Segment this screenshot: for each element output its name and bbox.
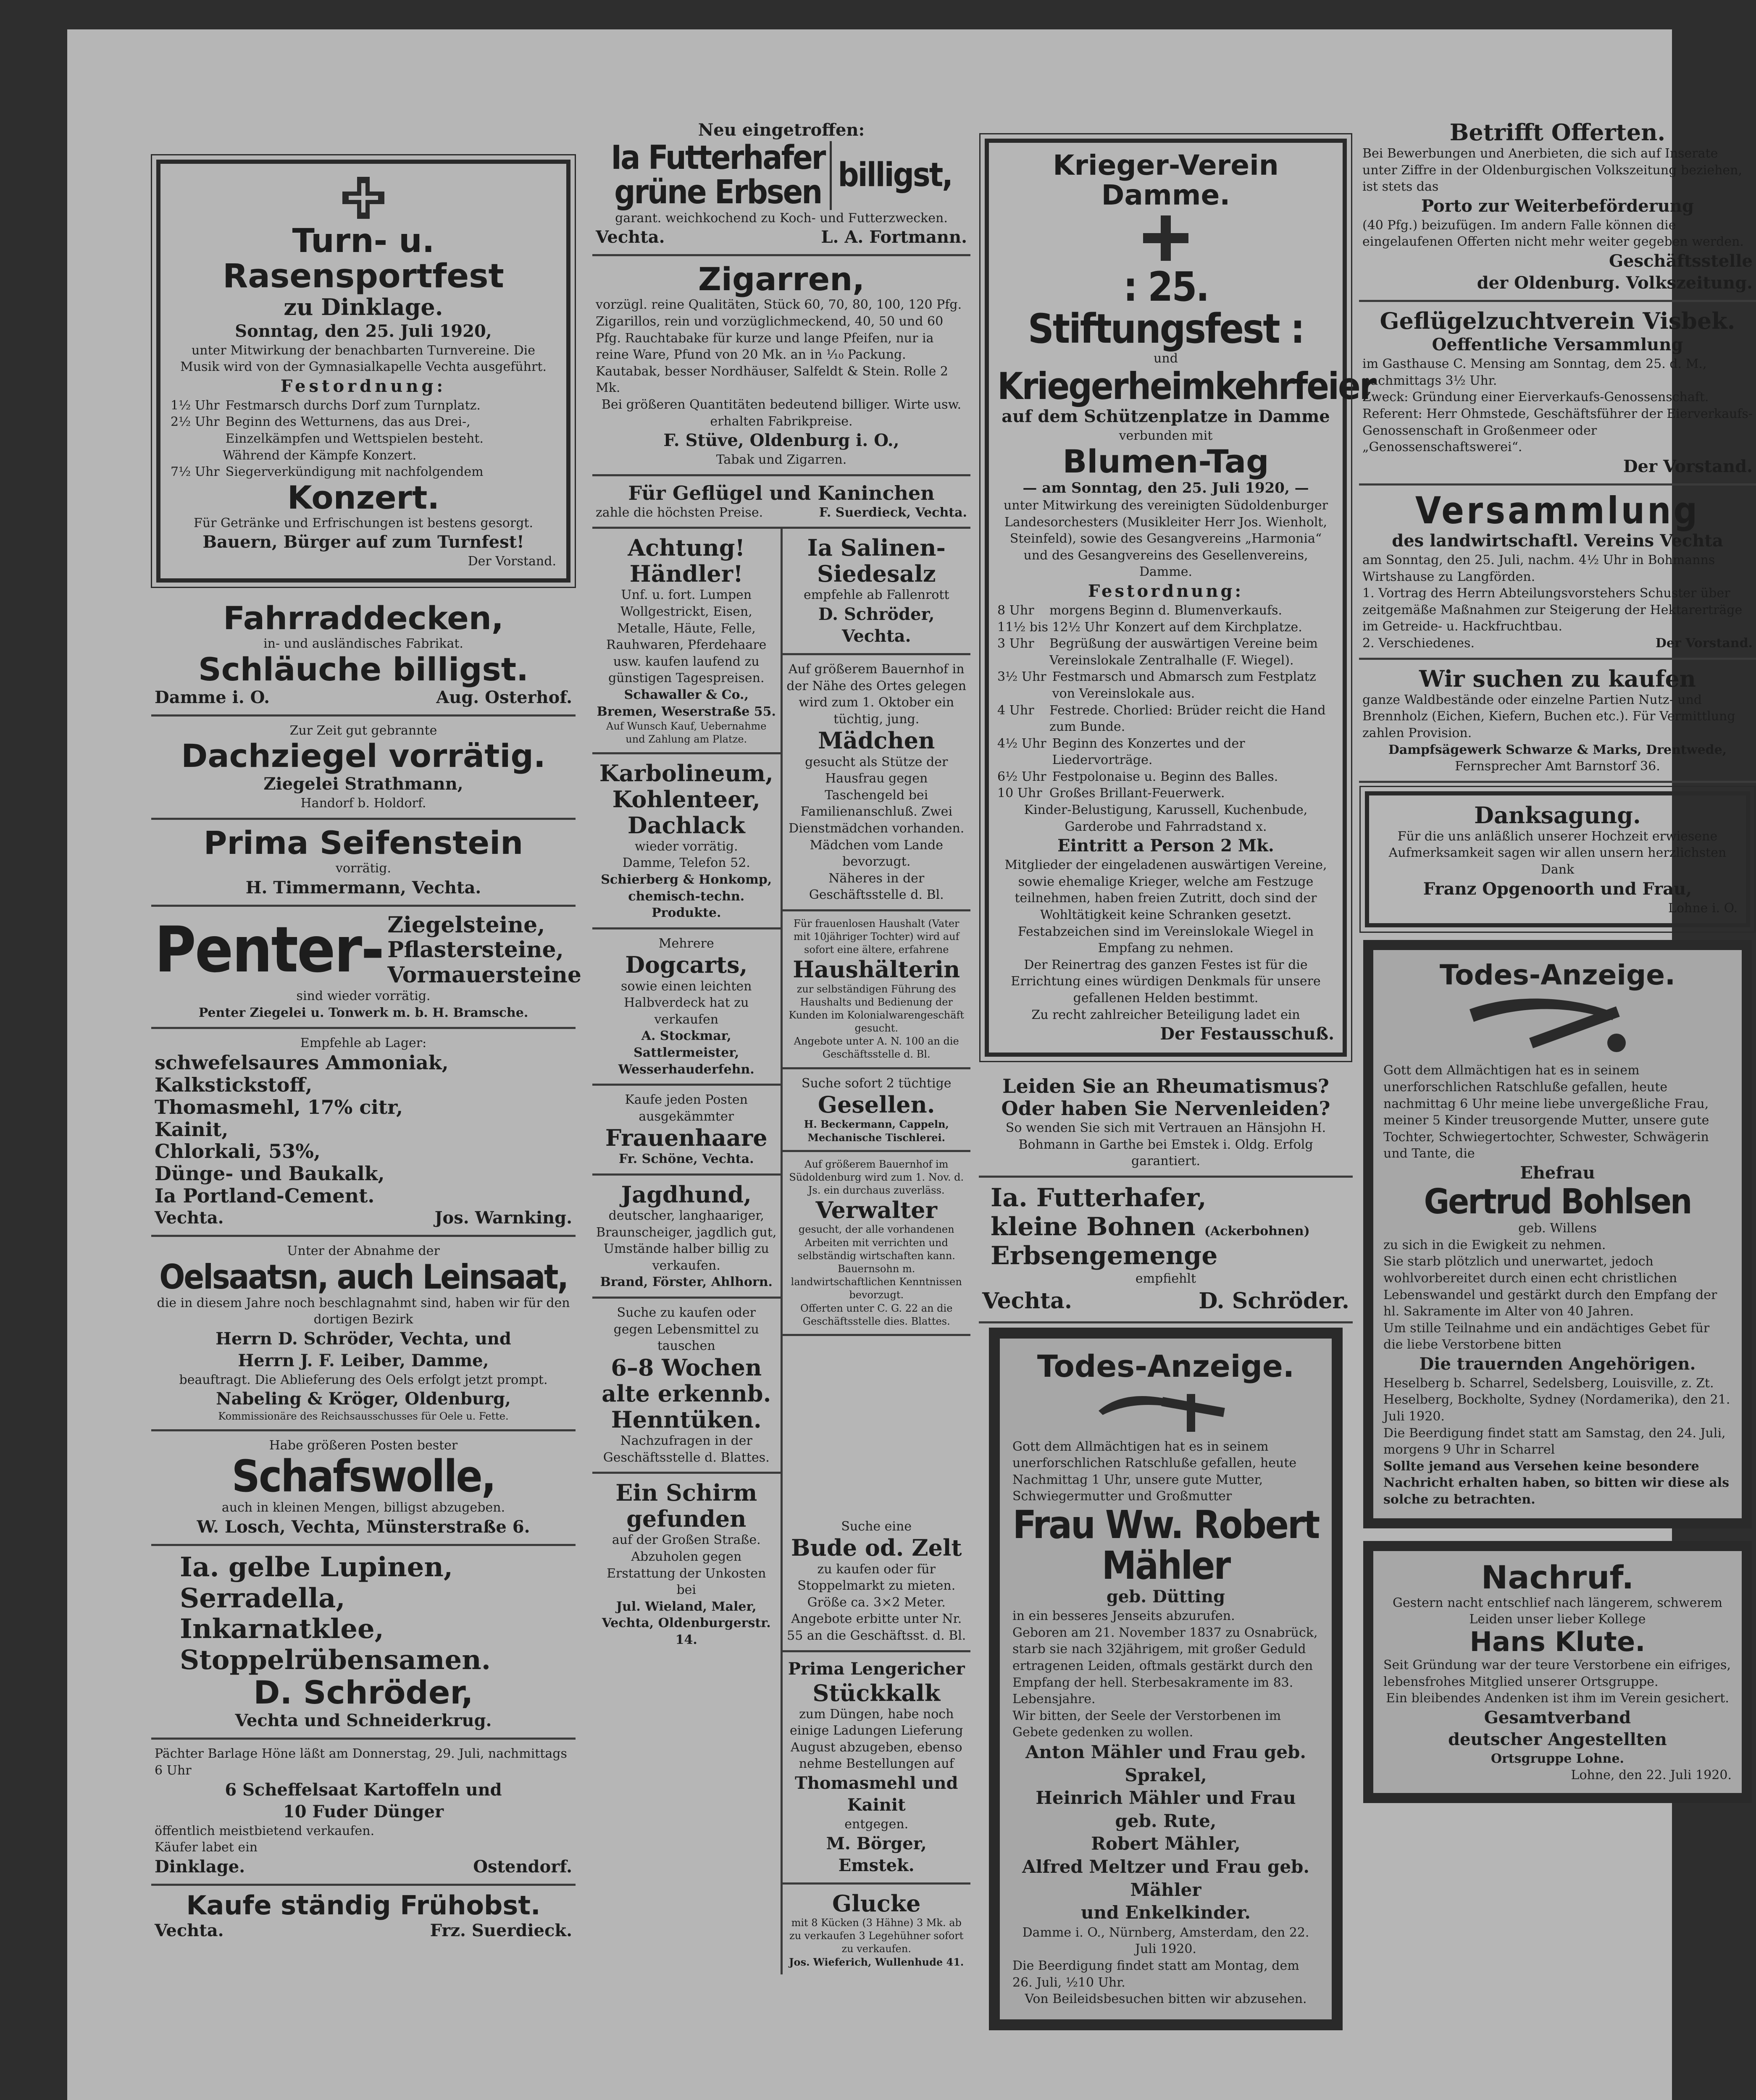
ad-text: Habe größeren Posten bester	[269, 1438, 458, 1453]
ad-text: Gestern nacht entschlief nach längerem, schwerem Leiden unser lieber Kollege	[1392, 1595, 1722, 1627]
small-ad	[783, 1652, 971, 1885]
ad-text: Auf größerem Bauernhof in der Nähe des Ortes gelegen wird zum 1. Oktober ein tüchtig, jung.	[786, 662, 967, 727]
ad-signature: D. Schröder,	[253, 1674, 473, 1712]
ad-text: 6 Scheffelsaat Kartoffeln und	[225, 1780, 502, 1800]
todes-anzeige-maehler	[989, 1328, 1343, 2030]
ad-text: geb. Dütting	[1106, 1587, 1225, 1607]
ad-signature: Jos. Warnking.	[434, 1208, 572, 1228]
ad-text: sowie einen leichten Halbverdeck hat zu verkaufen	[621, 979, 752, 1027]
turnfest-order-heading: Festordnung:	[280, 376, 447, 396]
ad-text: garant. weichkochend zu Koch- und Futterzwecken.	[615, 210, 948, 226]
dunger-ad	[151, 1029, 576, 1237]
list-item: Stoppelrübensamen.	[180, 1644, 491, 1676]
ad-signature: Brand, Förster, Ahlhorn.	[600, 1275, 773, 1290]
ad-headline: Porto zur Weiterbeförderung	[1421, 196, 1694, 216]
program-item: 3 Uhr Begrüßung der auswärtigen Vereine beim Vereinslokale Zentralhalle (F. Wiegel).	[997, 636, 1318, 668]
ad-text: ganze Waldbestände oder einzelne Partien Nutz- und Brennholz (Eichen, Kiefern, Buchen etc.). Für Vermittlung zahlen Provision.	[1362, 692, 1735, 740]
small-ad	[783, 1069, 971, 1152]
ad-text: Pächter Barlage Höne läßt am Donnerstag, 29. Juli, nachmittags 6 Uhr	[155, 1746, 567, 1778]
mourner: Heinrich Mähler und Frau geb. Rute,	[1036, 1788, 1296, 1831]
ad-text: Kinder-Belustigung, Karussell, Kuchenbude, Garderobe und Fahrradstand x.	[1024, 803, 1308, 834]
ad-headline: Oder haben Sie Nervenleiden?	[1001, 1097, 1330, 1120]
small-ad	[592, 529, 781, 754]
ad-place: Vechta.	[596, 227, 665, 247]
list-item: Kalkstickstoff,	[155, 1073, 313, 1096]
gefluegel-ad	[592, 476, 970, 529]
ad-place: Vechta und Schneiderkrug.	[235, 1711, 492, 1731]
fruehobst-ad	[151, 1886, 576, 1948]
ad-headline: Betrifft Offerten.	[1449, 119, 1666, 146]
list-item: 2. Verschiedenes.	[1362, 636, 1475, 651]
ad-place: Damme i. O.	[155, 687, 270, 707]
program-item: 8 Uhr morgens Beginn d. Blumenverkaufs.	[997, 603, 1283, 618]
ad-text: Unter der Abnahme der	[287, 1244, 440, 1259]
ad-text: Ehefrau	[1520, 1163, 1595, 1183]
ad-text: Wir bitten, der Seele der Verstorbenen im Gebete gedenken zu wollen.	[1012, 1708, 1281, 1740]
ad-text: Auf Wunsch Kauf, Uebernahme und Zahlung am Platze.	[606, 720, 767, 746]
ad-text: Suche zu kaufen oder gegen Lebensmittel zu tauschen	[613, 1305, 759, 1354]
ad-text: Festordnung:	[1088, 581, 1244, 601]
ad-place: Heselberg b. Scharrel, Sedelsberg, Louisville, z. Zt. Heselberg, Bockholte, Sydney (Nordamerika), den 21. Juli 1920.	[1383, 1376, 1730, 1424]
ad-text: zu sich in die Ewigkeit zu nehmen.	[1383, 1237, 1606, 1252]
ad-headline: Oelsaatsn, auch Leinsaat,	[159, 1257, 568, 1297]
ad-signature: Der Vorstand.	[1655, 636, 1753, 651]
ad-text: entgegen.	[844, 1817, 909, 1832]
mourner: Robert Mähler,	[1091, 1833, 1241, 1854]
ad-signature: D. Schröder, Vechta.	[818, 604, 935, 646]
ad-headline: Schafswolle,	[231, 1451, 495, 1502]
ad-signature: Aug. Osterhof.	[436, 687, 572, 707]
ad-signature: F. Stüve, Oldenburg i. O.,	[663, 430, 899, 451]
holz-ad	[1359, 660, 1756, 783]
ad-signature: Der Vorstand.	[1623, 456, 1753, 476]
ad-text: Für die uns anläßlich unserer Hochzeit erwiesene Aufmerksamkeit sagen wir allen unsern herzlichsten Dank	[1388, 829, 1727, 877]
ad-headline: Dachlack	[627, 811, 745, 839]
column-2	[592, 113, 970, 1974]
palm-cross-icon	[1090, 1386, 1241, 1436]
ad-text: Unf. u. fort. Lumpen Wollgestrickt, Eisen, Metalle, Häute, Felle, Rauhwaren, Pferdehaare usw. kaufen laufend zu günstigen Tagespreisen.	[606, 588, 767, 686]
newspaper-page	[67, 29, 1753, 2100]
ad-text: in ein besseres Jenseits abzurufen.	[1012, 1609, 1235, 1624]
ad-text: des landwirtschaftl. Vereins Vechta	[1392, 531, 1723, 551]
ad-text: Pflastersteine,	[387, 937, 564, 963]
ad-text: Bei größeren Quantitäten bedeutend billiger. Wirte usw. erhalten Fabrikpreise.	[601, 397, 962, 429]
ad-text: Kommissionäre des Reichsausschusses für Oele u. Fette.	[218, 1410, 509, 1423]
ad-place: Vechta.	[982, 1288, 1072, 1314]
ad-headline: Blumen-Tag	[1062, 442, 1269, 480]
ad-headline: Händler!	[629, 560, 743, 588]
ad-text: Die Beerdigung findet statt am Samstag, den 24. Juli, morgens 9 Uhr in Scharrel	[1383, 1425, 1726, 1457]
ad-signature: Dampfsägewerk Schwarze & Marks, Drentwede,	[1388, 742, 1727, 757]
ad-headline: Leiden Sie an Rheumatismus?	[1002, 1075, 1329, 1098]
program-item: 6½ Uhr Festpolonaise u. Beginn des Balles.	[997, 769, 1278, 784]
mourner: Anton Mähler und Frau geb. Sprakel,	[1025, 1742, 1306, 1785]
program-item: 3½ Uhr Festmarsch und Abmarsch zum Festplatz von Vereinslokale aus.	[997, 669, 1316, 701]
ad-headline: Schläuche billigst.	[198, 650, 528, 688]
ad-headline: Frauenhaare	[605, 1124, 768, 1152]
program-item: 11½ bis 12½ Uhr Konzert auf dem Kirchplatze.	[997, 620, 1302, 635]
futterhafer-ad	[592, 113, 970, 256]
ad-text: beauftragt. Die Ablieferung des Oels erfolgt jetzt prompt.	[179, 1372, 548, 1387]
ad-text: Suche sofort 2 tüchtige	[801, 1076, 952, 1091]
ad-headline: Erbsengemenge	[991, 1241, 1218, 1270]
ad-headline: Prima Seifenstein	[203, 824, 523, 861]
list-item: Thomasmehl, 17% citr,	[155, 1095, 403, 1118]
konzert-heading: Konzert.	[287, 478, 440, 516]
list-item: Kainit,	[155, 1118, 229, 1141]
ad-signature: Frz. Suerdieck.	[430, 1920, 572, 1940]
ad-text: Herrn D. Schröder, Vechta, und	[216, 1328, 511, 1349]
ad-text: Sie starb plötzlich und unerwartet, jedoch wohlvorbereitet durch einen echt christlichen Lebenswandel und gestärkt durch den Empfang der hl. Sakramente im Alter von 40 Jahren.	[1383, 1254, 1717, 1319]
ad-text: deutscher, langhaariger, Braunscheiger, jagdlich gut, Umstände halber billig zu verkaufen.	[596, 1208, 777, 1273]
turnfest-title: Turn- u. Rasensportfest	[223, 222, 504, 296]
ad-signature: Nabeling & Kröger, Oldenburg,	[216, 1389, 511, 1409]
small-ad	[783, 1885, 971, 1975]
ad-headline: : 25. Stiftungsfest :	[1028, 263, 1304, 353]
ad-headline: Krieger-Verein Damme.	[1053, 149, 1279, 212]
column-2-left	[592, 529, 781, 1974]
ad-text: Nachzufragen in der Geschäftsstelle d. Blattes.	[603, 1433, 770, 1465]
program-item: 1½ Uhr Festmarsch durchs Dorf zum Turnplatz.	[171, 398, 481, 413]
ad-headline: Versammlung	[1415, 488, 1700, 532]
ad-signature: deutscher Angestellten	[1448, 1729, 1667, 1749]
ad-text: empfehle ab Fallenrott	[803, 588, 949, 603]
ad-headline: Glucke	[832, 1890, 921, 1917]
small-ad	[783, 529, 971, 655]
ad-headline: Zigarren,	[698, 260, 865, 298]
ad-text: Empfehle ab Lager:	[300, 1036, 427, 1051]
ad-headline: Achtung!	[628, 534, 745, 562]
seifenstein-ad	[151, 820, 576, 907]
ad-text: Ziegelsteine,	[387, 912, 545, 938]
ad-place: Lohne, den 22. Juli 1920.	[1571, 1768, 1732, 1783]
rheuma-ad	[979, 1069, 1353, 1178]
ad-text: Von Beileidsbesuchen bitten wir abzusehen.	[1025, 1992, 1307, 2007]
ad-text: Neu eingetroffen:	[698, 120, 865, 140]
mourner: und Enkelkinder.	[1081, 1902, 1251, 1923]
program-item: Während der Kämpfe Konzert.	[223, 448, 417, 463]
ad-headline: Haushälterin	[793, 956, 960, 983]
ad-text: Bei Bewerbungen und Anerbieten, die sich auf Inserate unter Ziffre in der Oldenburgischen Volkszeitung beziehen, ist stets das	[1362, 146, 1743, 194]
ad-signature: H. Beckermann, Cappeln, Mechanische Tischlerei.	[804, 1118, 949, 1144]
ad-headline: Verwalter	[815, 1197, 937, 1224]
ad-headline: Kohlenteer,	[612, 785, 760, 813]
ad-text: (40 Pfg.) beizufügen. Im andern Falle können die eingelaufenen Offerten nicht mehr weiter gegeben werden.	[1362, 218, 1744, 249]
dachziegel-ad	[151, 717, 576, 820]
ad-signature: Geschäftsstelle	[1609, 251, 1753, 271]
ad-text: Offerten unter C. G. 22 an die Geschäftsstelle dies. Blattes.	[800, 1302, 953, 1327]
turnfest-ad	[156, 160, 570, 583]
festival-program	[997, 602, 1334, 802]
ad-text: am Sonntag, den 25. Juli, nachm. 4½ Uhr in Bohmanns Wirtshause zu Langförden.	[1362, 553, 1715, 584]
ad-signature: H. Timmermann, Vechta.	[245, 877, 481, 898]
ad-headline: grüne Erbsen	[614, 173, 822, 211]
ad-headline: Kriegerheimkehrfeier	[997, 364, 1375, 408]
small-ad	[592, 929, 781, 1086]
column-1	[151, 113, 581, 1948]
ad-text: Kaufe jeden Posten ausgekämmter	[625, 1092, 748, 1124]
list-item: Ia Portland-Cement.	[155, 1184, 375, 1208]
barlage-ad	[151, 1740, 576, 1885]
program-item: 4½ Uhr Beginn des Konzertes und der Liedervorträge.	[997, 736, 1245, 768]
offerten-ad	[1359, 113, 1756, 302]
ad-headline: Karbolineum,	[599, 759, 773, 787]
ad-headline: Kaufe ständig Frühobst.	[186, 1890, 541, 1921]
ad-text: vorrätig.	[336, 861, 391, 876]
ad-headline: Mädchen	[818, 727, 935, 754]
iron-cross-icon	[340, 175, 386, 221]
ad-text: geb. Willens	[1518, 1221, 1597, 1236]
column-2-right	[781, 529, 971, 1974]
fahrrad-ad	[151, 595, 576, 717]
turnfest-signature: Der Vorstand.	[468, 554, 556, 569]
ad-text: die in diesem Jahre noch beschlagnahmt sind, haben wir für den dortigen Bezirk	[157, 1295, 570, 1327]
ad-text: (Ackerbohnen)	[1204, 1223, 1310, 1239]
ad-text: Die Beerdigung findet statt am Montag, dem 26. Juli, ½10 Uhr.	[1012, 1958, 1299, 1990]
oelsaat-ad	[151, 1237, 576, 1431]
ad-place: Vechta.	[155, 1920, 224, 1940]
ad-text: Suche eine	[841, 1519, 912, 1534]
ad-place: Damme i. O., Nürnberg, Amsterdam, den 22. Juli 1920.	[1022, 1925, 1309, 1957]
ad-text: Gott dem Allmächtigen hat es in seinem unerforschlichen Ratschluße gefallen, heute Nachmittag 1 Uhr, unsere gute Mutter, Schwiegermutter und Großmutter	[1012, 1439, 1297, 1504]
lupinen-ad	[151, 1546, 576, 1740]
ad-headline: Jagdhund,	[621, 1181, 752, 1208]
ad-place: Dinklage.	[155, 1856, 245, 1877]
list-item: schwefelsaures Ammoniak,	[155, 1051, 449, 1074]
ad-text: zur selbständigen Führung des Haushalts und Bedienung der Kunden im Kolonialwarengeschäft gesucht.	[789, 983, 965, 1034]
column-3	[979, 113, 1375, 2034]
ad-signature: M. Börger, Emstek.	[826, 1833, 927, 1875]
ad-signature: Franz Opgenoorth und Frau,	[1423, 879, 1692, 899]
ad-signature: W. Losch, Vechta, Münsterstraße 6.	[197, 1517, 530, 1537]
ad-headline: Stückkalk	[812, 1679, 941, 1706]
ad-place: Vechta.	[155, 1208, 224, 1228]
ad-text: im Gasthause C. Mensing am Sonntag, dem 25. d. M., nachmittags 3½ Uhr.	[1362, 357, 1707, 388]
ad-signature: Fr. Schöne, Vechta.	[618, 1152, 754, 1167]
list-item: Dünge- und Baukalk,	[155, 1162, 385, 1185]
turnfest-program	[171, 397, 556, 480]
ad-text: Um stille Teilnahme und ein andächtiges Gebet für die liebe Verstorbene bitten	[1383, 1320, 1710, 1352]
ad-headline: Dachziegel vorrätig.	[181, 737, 546, 775]
palm-cross-icon	[1465, 992, 1650, 1060]
deceased-name: Frau Ww. Robert Mähler	[1012, 1502, 1319, 1588]
ad-text: auf der Großen Straße. Abzuholen gegen Erstattung der Unkosten bei	[607, 1533, 766, 1598]
ad-text: sind wieder vorrätig.	[296, 989, 431, 1004]
program-item: 2½ Uhr Beginn des Wetturnens, das aus Drei-, Einzelkämpfen und Wettspielen besteht.	[171, 415, 484, 446]
ad-headline: Danksagung.	[1474, 801, 1641, 829]
ad-headline: Fahrraddecken,	[223, 599, 504, 637]
ad-text: Eintritt a Person 2 Mk.	[1057, 836, 1274, 856]
ad-text: verbunden mit	[1119, 428, 1213, 444]
ad-headline: Für Geflügel und Kaninchen	[628, 481, 935, 504]
danksagung-ad	[1365, 791, 1750, 927]
small-ad	[592, 1176, 781, 1299]
ad-headline: Ia Futterhafer	[611, 139, 825, 177]
ad-signature: Schawaller & Co., Bremen, Weserstraße 55.	[597, 688, 776, 719]
ad-text: Herrn J. F. Leiber, Damme,	[238, 1350, 489, 1370]
ad-text: So wenden Sie sich mit Vertrauen an Hänsjohn H. Bohmann in Garthe bei Emstek i. Oldg. Erfolg garantiert.	[1005, 1120, 1326, 1169]
ad-text: Vormauersteine	[387, 962, 581, 988]
ad-signature: Ostendorf.	[473, 1856, 572, 1877]
ad-text: vorzügl. reine Qualitäten, Stück 60, 70, 80, 100, 120 Pfg. Zigarillos, rein und vorzüglichmeckend, 40, 50 und 60 Pfg. Rauchtabake für kurze und lange Pfeifen, nur ia reine Ware, Pfund von 20 Mk. an in ¹⁄₁₀ Packung. Kautabak, besser Nordhäuser, Salfeldt & Stein. Rolle 2 Mk.	[596, 297, 962, 396]
ad-headline: kleine Bohnen	[991, 1212, 1196, 1242]
small-ad	[592, 1299, 781, 1474]
ad-signature: F. Suerdieck, Vechta.	[819, 505, 967, 520]
zigarren-ad	[592, 256, 970, 476]
ad-text: Näheres in der Geschäftsstelle d. Bl.	[809, 871, 944, 903]
ad-headline: alte erkennb.	[602, 1380, 771, 1407]
ad-text: mit 8 Kücken (3 Hähne) 3 Mk. ab zu verkaufen 3 Legehühner sofort zu verkaufen.	[789, 1916, 964, 1955]
ad-signature: Jos. Wieferich, Wullenhude 41.	[789, 1956, 964, 1969]
ad-text: wieder vorrätig.	[634, 839, 738, 854]
small-ad	[783, 1152, 971, 1336]
list-item: Chlorkali, 53%,	[155, 1140, 321, 1163]
list-item: Serradella,	[180, 1582, 345, 1614]
deceased-name: Hans Klute.	[1469, 1626, 1646, 1658]
visbek-ad	[1359, 302, 1756, 486]
ad-headline: Dogcarts,	[625, 951, 748, 979]
iron-cross-icon	[1141, 213, 1191, 263]
ad-text: auf dem Schützenplatze in Damme	[1002, 407, 1330, 427]
ad-headline: Ein Schirm	[615, 1479, 757, 1507]
ad-text: auch in kleinen Mengen, billigst abzugeben.	[221, 1500, 505, 1515]
ad-headline: Penter-	[155, 913, 384, 987]
ad-text: Oeffentliche Versammlung	[1432, 335, 1683, 355]
ad-text: in- und ausländisches Fabrikat.	[263, 636, 463, 651]
ad-text: Gott dem Allmächtigen hat es in seinem unerforschlichen Ratschluße gefallen, heute nachmittag 6 Uhr meine liebe unvergeßliche Frau, meiner 5 Kinder treusorgende Mutter, unsere gute Tochter, Schwiegertochter, Schwester, Schwägerin und Tante, die	[1383, 1063, 1709, 1161]
todes-anzeige-bohlsen	[1363, 940, 1752, 1528]
nachruf-ad	[1363, 1541, 1752, 1803]
program-item: 10 Uhr Großes Brillant-Feuerwerk.	[997, 786, 1225, 801]
turnfest-intro: unter Mitwirkung der benachbarten Turnvereine. Die Musik wird von der Gymnasialkapelle Vechta ausgeführt.	[180, 343, 547, 375]
ad-headline: Ia Salinen-	[807, 534, 946, 562]
ad-text: zahle die höchsten Preise.	[596, 505, 763, 520]
ad-signature: L. A. Fortmann.	[821, 227, 967, 247]
ad-headline: Gesellen.	[818, 1091, 935, 1118]
ad-headline: billigst,	[838, 156, 952, 194]
ad-text: gesucht, der alle vorhandenen Arbeiten mit verrichten und selbständig wirtschaften kann. Bauernsohn m. landwirtschaftlichen Kenntnissen bevorzugt.	[791, 1223, 962, 1301]
list-item: Ia. gelbe Lupinen,	[180, 1551, 453, 1583]
list-item: 1. Vortrag des Herrn Abteilungsvorstehers Schuster über zeitgemäße Maßnahmen zur Steigerung der Hektarerträge im Getreide- u. Hackfruchtbau.	[1362, 586, 1743, 634]
ad-text: Geboren am 21. November 1837 zu Osnabrück, starb sie nach 32jährigem, mit großer Geduld ertragenen Leiden, oftmals gestärkt durch den Empfang der hell. Sterbesakramente im 83. Lebensjahre.	[1012, 1625, 1318, 1707]
ad-text: Zweck: Gründung einer Eierverkaufs-Genossenschaft. Referent: Herr Ohmstede, Geschäftsführer der Eierverkaufs-Genossenschaft in Großenmeer oder „Genossenschaftswerei“.	[1362, 390, 1753, 455]
column-4	[1359, 113, 1756, 1811]
ad-headline: Thomasmehl und Kainit	[795, 1773, 958, 1815]
ad-text: empfiehlt	[1135, 1271, 1196, 1286]
ad-signature: Gesamtverband	[1484, 1707, 1631, 1727]
ad-text: Zu recht zahlreicher Beteiligung ladet ein	[1031, 1007, 1300, 1022]
ad-date: — am Sonntag, den 25. Juli 1920, —	[1023, 479, 1309, 496]
ad-signature: Penter Ziegelei u. Tonwerk m. b. H. Bramsche.	[198, 1005, 528, 1020]
ad-text: Tabak und Zigarren.	[716, 452, 847, 467]
ad-text: öffentlich meistbietend verkaufen.	[155, 1823, 375, 1838]
ad-signature: A. Stockmar, Sattlermeister, Wesserhauderfehn.	[618, 1029, 754, 1077]
ad-headline: Siedesalz	[817, 560, 936, 588]
small-ad	[783, 1512, 971, 1652]
small-ad	[592, 1474, 781, 1654]
ad-text: Damme, Telefon 52.	[622, 856, 750, 871]
turnfest-slogan: Bauern, Bürger auf zum Turnfest!	[202, 532, 524, 552]
program-item: 4 Uhr Festrede. Chorlied: Brüder reicht die Hand zum Bunde.	[997, 703, 1326, 735]
ad-text: Sollte jemand aus Versehen keine besondere Nachricht erhalten haben, so bitten wir diese als solche zu betrachten.	[1383, 1459, 1730, 1507]
futter2-ad	[979, 1178, 1353, 1323]
small-ad	[592, 1086, 781, 1176]
schafswolle-ad	[151, 1431, 576, 1546]
ad-headline: Nachruf.	[1481, 1558, 1634, 1596]
small-ad	[783, 655, 971, 911]
ad-signature: D. Schröder.	[1199, 1288, 1349, 1314]
ad-headline: Todes-Anzeige.	[1439, 959, 1676, 992]
ad-headline: Henntüken.	[611, 1406, 762, 1433]
ad-headline: gefunden	[626, 1505, 747, 1533]
ad-text: Käufer labet ein	[155, 1840, 258, 1855]
ad-place: Lohne i. O.	[1668, 900, 1738, 916]
ad-headline: Wir suchen zu kaufen	[1419, 665, 1696, 692]
ad-signature: Jul. Wieland, Maler, Vechta, Oldenburgerstr. 14.	[602, 1599, 771, 1648]
ad-signature: Die trauernden Angehörigen.	[1419, 1354, 1696, 1374]
ad-text: zum Düngen, habe noch einige Ladungen Lieferung August abzugeben, ebenso nehme Bestellungen auf	[789, 1706, 963, 1772]
ad-text: Mitglieder der eingeladenen auswärtigen Vereine, sowie ehemalige Krieger, welche am Festzuge teilnehmen, haben freien Zutritt, doch sind der Wohltätigkeit keine Schranken gesetzt. Festabzeichen sind im Vereinslokale Wiegel in Empfang zu nehmen.	[1004, 858, 1327, 956]
turnfest-note: Für Getränke und Erfrischungen ist bestens gesorgt.	[194, 515, 533, 530]
ad-signature: Ziegelei Strathmann,	[263, 774, 463, 794]
ad-headline: 6–8 Wochen	[611, 1354, 762, 1381]
ad-text: Prima Lengericher	[788, 1659, 965, 1679]
ad-headline: Bude od. Zelt	[791, 1534, 962, 1562]
program-item: 7½ Uhr Siegerverkündigung mit nachfolgendem	[171, 465, 484, 480]
penter-ad	[151, 907, 581, 1029]
ad-place: Handorf b. Holdorf.	[300, 796, 426, 811]
ad-signature: Ortsgruppe Lohne.	[1490, 1751, 1625, 1766]
ad-text: Für frauenlosen Haushalt (Vater mit 10jähriger Tochter) wird auf sofort eine ältere, erfahrene	[793, 917, 959, 956]
ad-signature: Schierberg & Honkomp, chemisch-techn. Produkte.	[601, 872, 772, 921]
mourner: Alfred Meltzer und Frau geb. Mähler	[1022, 1856, 1310, 1900]
versammlung-ad	[1359, 486, 1756, 660]
krieger-verein-ad	[985, 139, 1375, 1057]
ad-headline: Todes-Anzeige.	[1037, 1348, 1295, 1384]
ad-text: und	[1154, 351, 1178, 366]
turnfest-date: Sonntag, den 25. Juli 1920,	[235, 321, 492, 341]
ad-text: Der Reinertrag des ganzen Festes ist für die Errichtung eines würdigen Denkmals für unsere gefallenen Helden bestimmt.	[1011, 957, 1321, 1005]
column-2-split	[592, 529, 970, 1974]
ad-text: Zur Zeit gut gebrannte	[289, 723, 437, 738]
list-item: Inkarnatklee,	[180, 1613, 384, 1645]
ad-signature: Der Festausschuß.	[1160, 1024, 1334, 1044]
small-ad	[592, 754, 781, 929]
ad-headline: Ia. Futterhafer,	[991, 1183, 1207, 1213]
ad-text: 10 Fuder Dünger	[283, 1801, 444, 1822]
ad-signature: der Oldenburg. Volkszeitung.	[1477, 273, 1753, 293]
ad-headline: Geflügelzuchtverein Visbek.	[1380, 307, 1735, 335]
turnfest-place: zu Dinklage.	[284, 294, 443, 321]
ad-text: Seit Gründung war der teure Verstorbene ein eifriges, lebensfrohes Mitglied unserer Ortsgruppe.	[1383, 1658, 1731, 1689]
ad-text: Fernsprecher Amt Barnstorf 36.	[1455, 759, 1660, 774]
ad-text: zu kaufen oder für Stoppelmarkt zu mieten. Größe ca. 3×2 Meter. Angebote erbitte unter Nr. 55 an die Geschäftsst. d. Bl.	[787, 1562, 966, 1643]
deceased-name: Gertrud Bohlsen	[1424, 1182, 1691, 1222]
ad-text: unter Mitwirkung des vereinigten Südoldenburger Landesorchesters (Musikleiter Herr Jos. Wienholt, Steinfeld), sowie des Gesangvereins „Harmonia“ und des Gesangvereins des Gesellenvereins, Damme.	[1003, 498, 1328, 580]
ad-text: Mehrere	[658, 936, 714, 951]
small-ad	[783, 911, 971, 1069]
ad-text: Auf größerem Bauernhof im Südoldenburg wird zum 1. Nov. d. Js. ein durchaus zuverläss.	[789, 1158, 964, 1197]
ad-text: Ein bleibendes Andenken ist ihm im Verein gesichert.	[1386, 1691, 1729, 1706]
ad-text: Angebote unter A. N. 100 an die Geschäftsstelle d. Bl.	[794, 1035, 959, 1060]
ad-text: gesucht als Stütze der Hausfrau gegen Taschengeld bei Familienanschluß. Zwei Dienstmädchen vorhanden. Mädchen vom Lande bevorzugt.	[789, 754, 965, 869]
